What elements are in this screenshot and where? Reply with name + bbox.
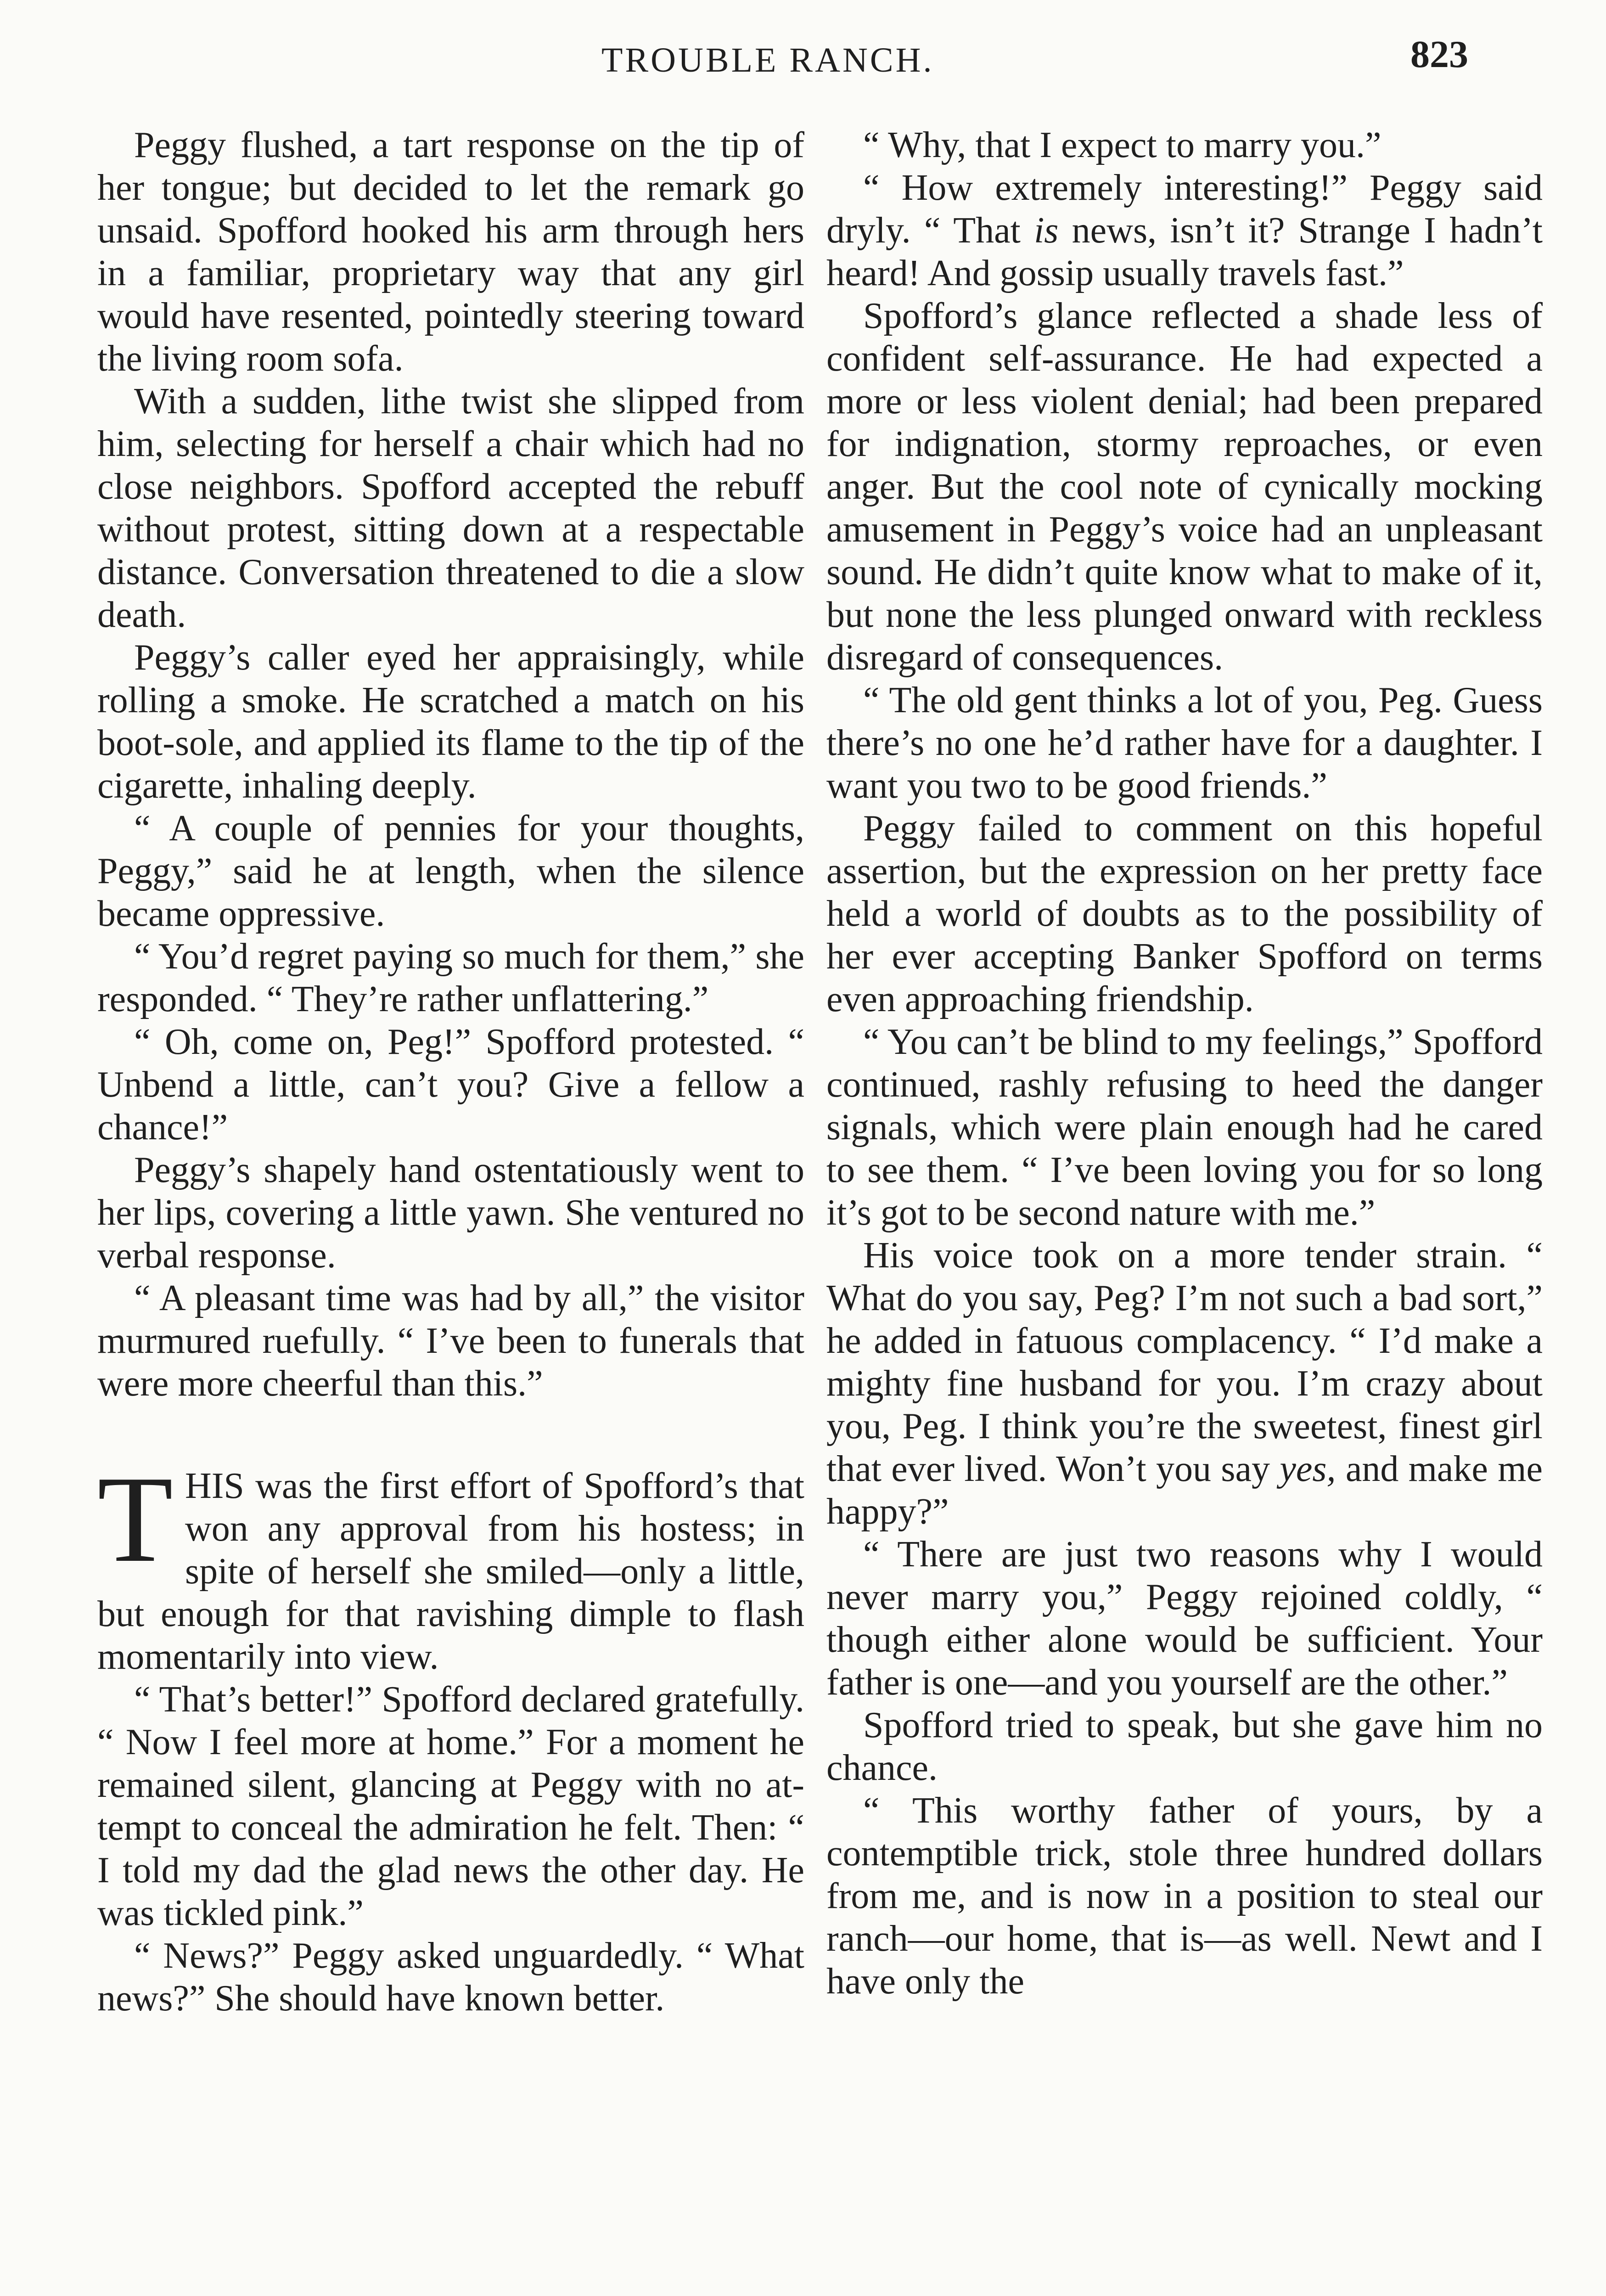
paragraph: Peggy’s caller eyed her appraisingly, while rolling a smoke. He scratched a match on his boot-sole, and applied its flame to the tip of the cigarette, inhaling deeply. [97, 637, 804, 806]
paragraph: Peggy failed to comment on this hopeful assertion, but the expression on her pretty face held a world of doubts as to the possibility of her ever accepting Banker Spofford on terms even approaching friendship. [826, 808, 1543, 1019]
italic-text: is [1034, 210, 1059, 251]
section-break [97, 1405, 804, 1465]
paragraph: “ This worthy father of yours, by a contemptible trick, stole three hundred dollars from me, and is now in a position to steal our ranch—our home, that is—as well. Newt and I have only the [826, 1790, 1543, 2002]
paragraph [826, 1234, 1543, 1533]
paragraph: “ A couple of pennies for your thoughts, Peggy,” said he at length, when the silence became oppressive. [97, 808, 804, 934]
paragraph: Spofford’s glance reflected a shade less of confident self-assurance. He had expected a more or less violent denial; had been prepared for indignation, stormy reproaches, or even anger. But the cool note of cynically mocking amusement in Peggy’s voice had an unpleasant sound. He didn’t quite know what to make of it, but none the less plunged onward with reckless disregard of consequences. [826, 296, 1543, 678]
section-opening-paragraph [97, 1451, 804, 1678]
paragraph: “ You’d regret paying so much for them,” she responded. “ They’re rather unflattering.” [97, 936, 804, 1019]
paragraph: “ Why, that I expect to marry you.” [863, 125, 1381, 165]
paragraph: With a sudden, lithe twist she slipped from him, selecting for herself a chair which had no close neighbors. Spofford accepted the rebuff without protest, sitting down at a respectable distance. Conversation threatened to die a slow death. [97, 381, 804, 635]
paragraph: “ There are just two reasons why I would never marry you,” Peggy rejoined coldly, “ though either alone would be sufficient. Your father is one—and you yourself are the other.” [826, 1534, 1543, 1703]
text-run: and make me happy?” [826, 1449, 1543, 1532]
text-run: His voice took on a more tender strain. “ What do you say, Peg? I’m not such a bad sort,” he added in fatuous complacency. “ I’d make a mighty fine husband for you. I’m crazy about you, Peg. I think you’re the sweetest, finest girl that ever lived. Won’t you say [826, 1235, 1543, 1489]
page-number: 823 [1410, 33, 1468, 76]
drop-cap: T [97, 1451, 173, 1588]
text-run: news, isn’t it? Strange I hadn’t heard! And gossip usually travels fast.” [826, 210, 1543, 293]
paragraph: “ News?” Peggy asked unguardedly. “ What news?” She should have known better. [97, 1936, 804, 2019]
italic-text: yes, [1280, 1449, 1336, 1489]
paragraph: “ That’s better!” Spofford declared gratefully. “ Now I feel more at home.” For a moment he remained silent, glancing at Peggy with no attempt to conceal the admiration he felt. Then: “ I told my dad the glad news the other day. He was tickled pink.” [97, 1679, 804, 1933]
paragraph: “ You can’t be blind to my feelings,” Spofford continued, rashly refusing to heed the danger signals, which were plain enough had he cared to see them. “ I’ve been loving you for so long it’s got to be second nature with me.” [826, 1022, 1543, 1233]
right-column [826, 124, 1543, 2003]
paragraph: Peggy’s shapely hand ostentatiously went to her lips, covering a little yawn. She ventured no verbal response. [97, 1150, 804, 1276]
running-title: TROUBLE RANCH. [601, 41, 934, 79]
paragraph-text: HIS was the first effort of Spofford’s that won any approval from his hostess; in spite of herself she smiled—only a little, but enough for that ravishing dimple to flash momentarily into view. [97, 1466, 804, 1677]
left-column [97, 124, 804, 2020]
paragraph: Peggy flushed, a tart response on the tip of her tongue; but decided to let the remark go unsaid. Spofford hooked his arm through hers in a familiar, proprietary way that any girl would have resented, pointedly steering toward the living room sofa. [97, 125, 804, 379]
paragraph: “ Oh, come on, Peg!” Spofford protested. “ Unbend a little, can’t you? Give a fellow a chance!” [97, 1022, 804, 1148]
paragraph: “ A pleasant time was had by all,” the visitor murmured ruefully. “ I’ve been to funerals that were more cheerful than this.” [97, 1278, 804, 1404]
paragraph: “ The old gent thinks a lot of you, Peg. Guess there’s no one he’d rather have for a daughter. I want you two to be good friends.” [826, 680, 1543, 806]
paragraph: Spofford tried to speak, but she gave him no chance. [826, 1705, 1543, 1788]
text-run: “ How extremely interesting!” Peggy said dryly. “ That [826, 168, 1543, 251]
paragraph [826, 167, 1543, 295]
